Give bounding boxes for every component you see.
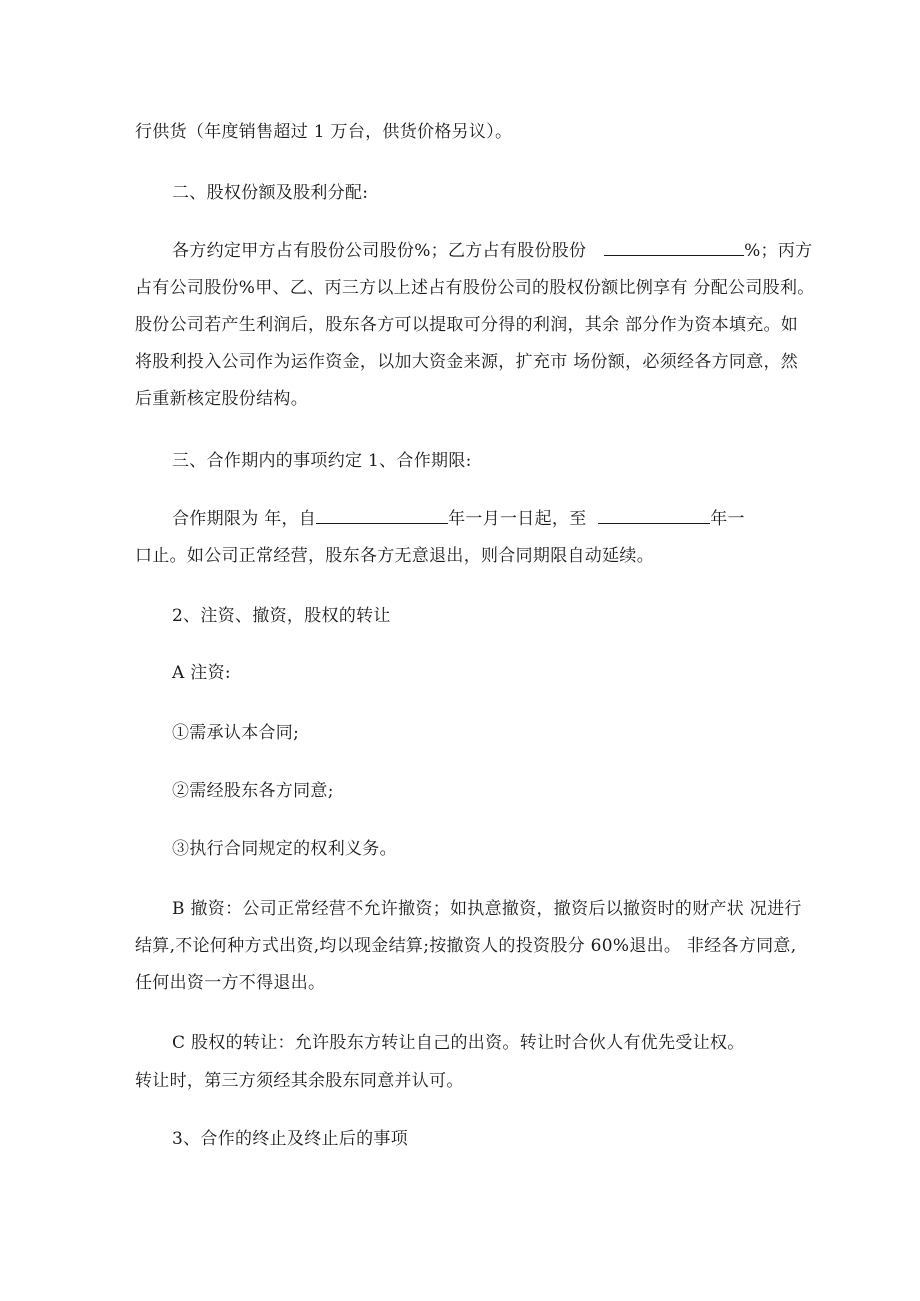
item2-heading: 2、注资、撤资，股权的转让 — [172, 606, 391, 626]
a-item-3: ③执行合同规定的权利义务。 — [172, 839, 397, 859]
term-line2: 口止。如公司正常经营，股东各方无意退出，则合同期限自动延续。 — [135, 546, 654, 566]
term-text-c: 年一 — [710, 509, 745, 529]
blank-start-year — [316, 508, 448, 524]
section2-paragraph-line4: 将股利投入公司作为运作资金，以加大资金来源，扩充市 场份额，必须经各方同意，然 — [135, 352, 799, 372]
blank-line-1 — [604, 240, 744, 256]
blank-end-year — [598, 508, 710, 524]
term-text-a: 合作期限为 年，自 — [172, 509, 317, 529]
a-heading: A 注资: — [172, 663, 231, 683]
b-line2: 结算,不论何种方式出资,均以现金结算;按撤资人的投资股分 60%退出。 非经各方同意, — [135, 936, 797, 956]
section2-line1-text-a: 各方约定甲方占有股份公司股份%；乙方占有股份股份 — [172, 241, 587, 261]
item3-heading: 3、合作的终止及终止后的事项 — [172, 1129, 409, 1149]
section2-paragraph-line3: 股份公司若产生利润后，股东各方可以提取可分得的利润，其余 部分作为资本填充。如 — [135, 315, 799, 335]
c-line1: C 股权的转让：允许股东方转让自己的出资。转让时合伙人有优先受让权。 — [172, 1033, 745, 1053]
section2-heading: 二、股权份额及股利分配: — [172, 183, 369, 203]
section2-paragraph-line5: 后重新核定股份结构。 — [135, 389, 308, 409]
a-item-2: ②需经股东各方同意; — [172, 781, 334, 801]
section2-paragraph-line2: 占有公司股份%甲、乙、丙三方以上述占有股份公司的股权份额比例享有 分配公司股利。 — [135, 278, 815, 298]
term-text-b: 年一月一日起，至 — [448, 509, 587, 529]
b-line1: B 撤资：公司正常经营不允许撤资；如执意撤资，撤资后以撤资时的财产状 况进行 — [172, 899, 802, 919]
term-line1 — [172, 508, 745, 530]
a-item-1: ①需承认本合同; — [172, 723, 300, 743]
section3-heading: 三、合作期内的事项约定 1、合作期限: — [172, 451, 472, 471]
section2-line1-text-b: %；丙方 — [744, 241, 813, 261]
continuation-line: 行供货（年度销售超过 1 万台，供货价格另议）。 — [135, 122, 513, 142]
section2-paragraph-line1 — [172, 240, 812, 262]
c-line2: 转让时，第三方须经其余股东同意并认可。 — [135, 1071, 464, 1091]
b-line3: 任何出资一方不得退出。 — [135, 973, 326, 993]
